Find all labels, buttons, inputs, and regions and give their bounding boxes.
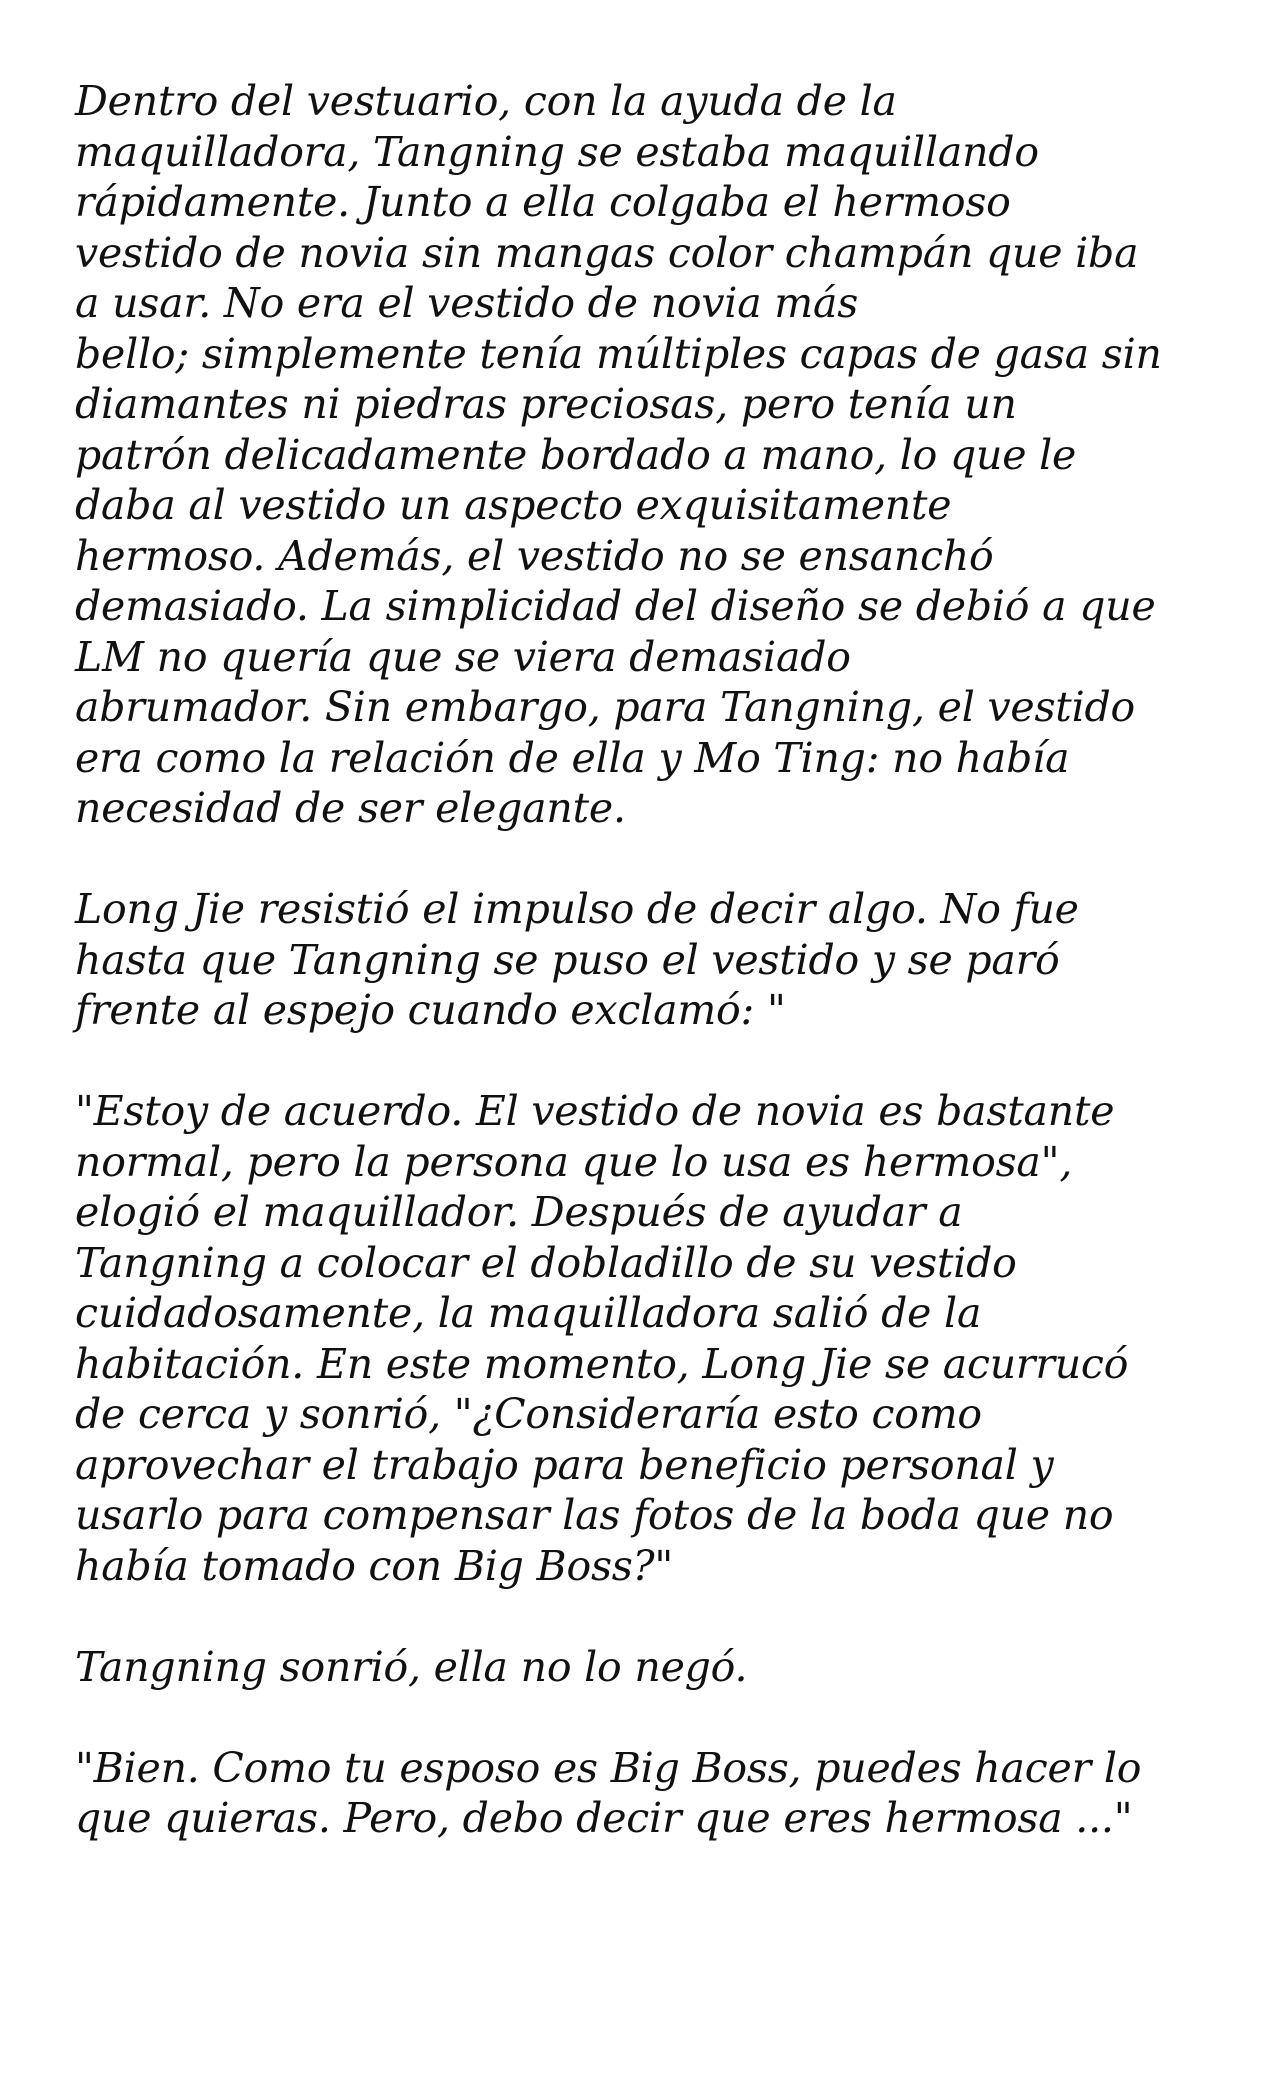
paragraph-4 xyxy=(75,1642,1210,1693)
text-line: daba al vestido un aspecto exquisitamente xyxy=(75,481,952,529)
text-line: hermoso. Además, el vestido no se ensanchó xyxy=(75,531,994,580)
text-line: frente al espejo cuando exclamó: " xyxy=(75,986,786,1034)
paragraph-1 xyxy=(75,76,1210,834)
text-line: diamantes ni piedras preciosas, pero tenía un xyxy=(75,380,1017,428)
text-line: habitación. En este momento, Long Jie se acurrucó xyxy=(75,1339,1129,1388)
text-line: que quieras. Pero, debo decir que eres hermosa ..." xyxy=(75,1794,1133,1842)
text-line: a usar. No era el vestido de novia más xyxy=(75,279,859,327)
text-line: hasta que Tangning se puso el vestido y se paró xyxy=(75,935,1060,984)
text-line: demasiado. La simplicidad del diseño se debió a que xyxy=(75,582,1156,630)
text-line: patrón delicadamente bordado a mano, lo que le xyxy=(75,430,1077,479)
text-line: "Bien. Como tu esposo es Big Boss, puedes hacer lo xyxy=(75,1743,1142,1792)
paragraph-3 xyxy=(75,1086,1210,1591)
text-line: Dentro del vestuario, con la ayuda de la xyxy=(75,77,897,125)
text-line: vestido de novia sin mangas color champán que iba xyxy=(75,228,1139,277)
text-line: aprovechar el trabajo para beneficio personal y xyxy=(75,1440,1054,1489)
paragraph-2 xyxy=(75,884,1210,1036)
text-line: cuidadosamente, la maquilladora salió de la xyxy=(75,1289,982,1337)
text-line: rápidamente. Junto a ella colgaba el hermoso xyxy=(75,178,1011,226)
text-line: normal, pero la persona que lo usa es hermosa", xyxy=(75,1137,1073,1186)
story-text xyxy=(75,76,1210,1894)
text-line: abrumador. Sin embargo, para Tangning, el vestido xyxy=(75,683,1136,731)
text-line: era como la relación de ella y Mo Ting: no había xyxy=(75,733,1070,782)
text-line: bello; simplemente tenía múltiples capas de gasa sin xyxy=(75,329,1162,378)
text-line: maquilladora, Tangning se estaba maquillando xyxy=(75,127,1039,176)
text-line: necesidad de ser elegante. xyxy=(75,784,626,832)
text-line: Tangning a colocar el dobladillo de su vestido xyxy=(75,1238,1017,1287)
paragraph-5 xyxy=(75,1743,1210,1844)
text-line: de cerca y sonrió, "¿Consideraría esto como xyxy=(75,1390,982,1438)
text-line: había tomado con Big Boss?" xyxy=(75,1541,674,1590)
text-line: Long Jie resistió el impulso de decir algo. No fue xyxy=(75,885,1079,933)
text-line: usarlo para compensar las fotos de la boda que no xyxy=(75,1491,1114,1539)
text-line: elogió el maquillador. Después de ayudar a xyxy=(75,1188,963,1236)
text-line: "Estoy de acuerdo. El vestido de novia es bastante xyxy=(75,1087,1115,1135)
text-line: LM no quería que se viera demasiado xyxy=(75,632,851,681)
text-line: Tangning sonrió, ella no lo negó. xyxy=(75,1642,748,1691)
